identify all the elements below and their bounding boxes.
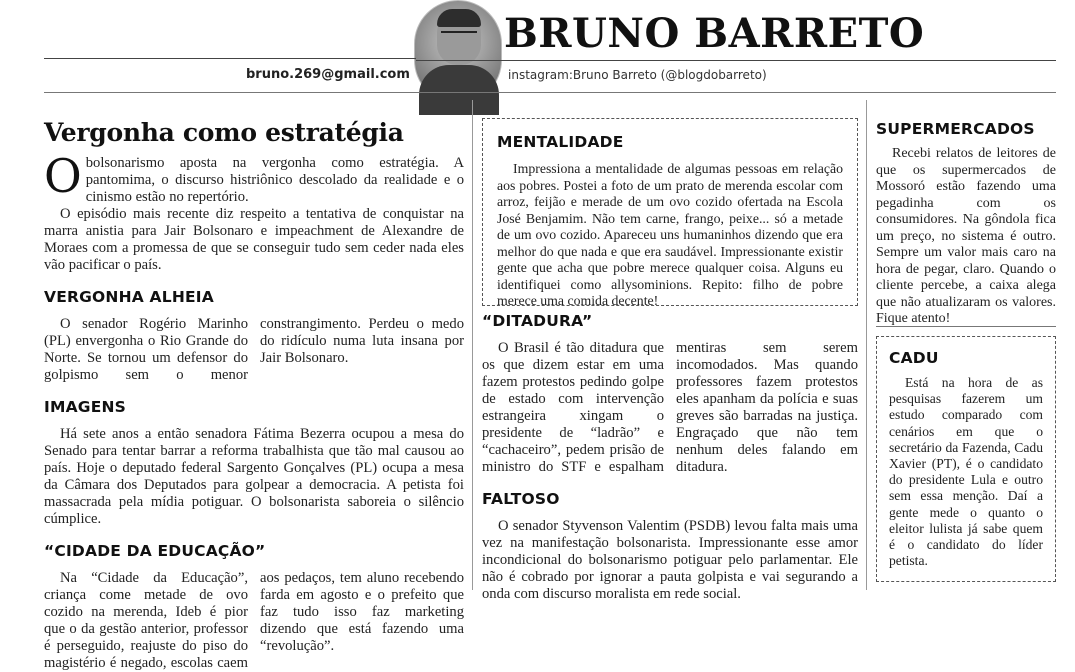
masthead-divider [44,92,1056,93]
masthead-rule-left [44,58,416,59]
drop-cap: O [44,149,82,203]
heading-vergonha-alheia: VERGONHA ALHEIA [44,288,214,306]
heading-cidade-educacao: “CIDADE DA EDUCAÇÃO” [44,542,266,560]
box-cadu [876,336,1056,582]
heading-faltoso: FALTOSO [482,490,560,508]
columnist-photo [414,0,502,104]
photo-glasses [441,31,477,39]
column-divider-1 [472,100,473,590]
columnist-instagram: instagram:Bruno Barreto (@blogdobarreto) [508,68,767,82]
lead-paragraph-2: O episódio mais recente diz respeito a tentativa de conquistar na marra anistia para Jair Bolsonaro e impeachment de Alexandre de Moraes com a promessa de que se conseguir tudo sem ceder nada eles vão pacificar o país. [44,206,464,273]
text-vergonha-alheia: O senador Rogério Marinho (PL) envergonha o Rio Grande do Norte. Se tornou um defensor do golpismo sem o menor constrangimento. Perdeu o medo do ridículo numa luta insana por Jair Bolsonaro. [44,316,464,383]
heading-supermercados: SUPERMERCADOS [876,120,1035,138]
lead-headline: Vergonha como estratégia [44,118,404,147]
text-imagens: Há sete anos a então senadora Fátima Bezerra ocupou a mesa do Senado para tentar barrar a reforma trabalhista que tão mal causou ao país. Hoje o deputado federal Sargento Gonçalves (PL) ocupa a mesa da Câmara dos Deputados para golpear a democracia. A petista foi massacrada pela mídia potiguar. O bolsonarista saboreia o silêncio cúmplice. [44,426,464,527]
columnist-email: bruno.269@gmail.com [246,67,410,82]
text-ditadura: O Brasil é tão ditadura que os que dizem estar em uma fazem protestos pedindo golpe de estado com intervenção estrangeira xingam o presidente de “ladrão” e “cachaceiro”, pedem prisão de ministro do STF e espalham mentiras sem serem incomodados. Mas quando professores fazem protestos eles apanham da polícia e suas greves são barradas na justiça. Engraçado que não tem nenhum deles falando em ditadura. [482,340,858,475]
heading-ditadura: “DITADURA” [482,312,593,330]
column-divider-2 [866,100,867,590]
photo-shoulders [419,65,499,115]
lead-paragraph-1: bolsonarismo aposta na vergonha como estratégia. A pantomima, o discurso histriônico descolado da realidade e o cinismo estão no repertório. [85,155,464,205]
lead-article [44,149,464,274]
column-middle-lower [482,312,858,603]
box-mentalidade [482,118,858,306]
text-cidade-educacao: Na “Cidade da Educação”, criança come metade de ovo cozido na merenda, Ideb é pior que o da gestão anterior, professor é perseguido, reajuste do piso do magistério é negado, escolas caem aos pedaços, tem aluno recebendo farda em agosto e o prefeito que faz tudo isso faz marketing dizendo que está fazendo uma “revolução”. [44,570,464,671]
masthead-rule-right [416,60,1056,61]
column-left [44,118,464,672]
column-right-rule [876,326,1056,327]
text-supermercados: Recebi relatos de leitores de que os supermercados de Mossoró estão fazendo uma pegadinha com os consumidores. Na gôndola fica um preço, no sistema é outro. Sempre um valor mais caro na hora de pegar, claro. Quando o cliente percebe, a caixa alega que não atualizaram os valores. Fique atento! [876,146,1056,326]
heading-mentalidade: MENTALIDADE [497,133,624,151]
column-right-upper [876,118,1056,328]
text-faltoso: O senador Styvenson Valentim (PSDB) levou falta mais uma vez na manifestação bolsonarista. Impressionante esse amor incondicional do bolsonarismo potiguar pelo parlamentar. Ele não é cobrado por ignorar a pauta golpista e vai segurando a onda com discurso moralista em rede social. [482,518,858,602]
photo-hair [437,9,481,27]
heading-cadu: CADU [889,349,939,367]
text-mentalidade: Impressiona a mentalidade de algumas pessoas em relação aos pobres. Postei a foto de um prato de merenda escolar com arroz, feijão e merade de um ovo cozido ofertada na Escola José Benjamim. Não tem carne, frango, peixe... só a metade de um ovo cozido. Apareceu uns humaninhos dizendo que era melhor do que nada e que era saudável. Impressionante existir gente que acha que pobre merece qualquer coisa. Alguns eu identifiquei como allysominions. Repito: filho de pobre merece uma comida decente! [497,161,843,308]
text-cadu: Está na hora de as pesquisas fazerem um estudo comparado com cenários em que o secretário da Fazenda, Cadu Xavier (PT), é o candidato do presidente Lula e outro sem essa menção. Daí a gente mede o quanto o eleitor lulista já sabe quem é o candidato do líder petista. [889,375,1043,569]
columnist-name: BRUNO BARRETO [504,10,925,57]
heading-imagens: IMAGENS [44,398,127,416]
